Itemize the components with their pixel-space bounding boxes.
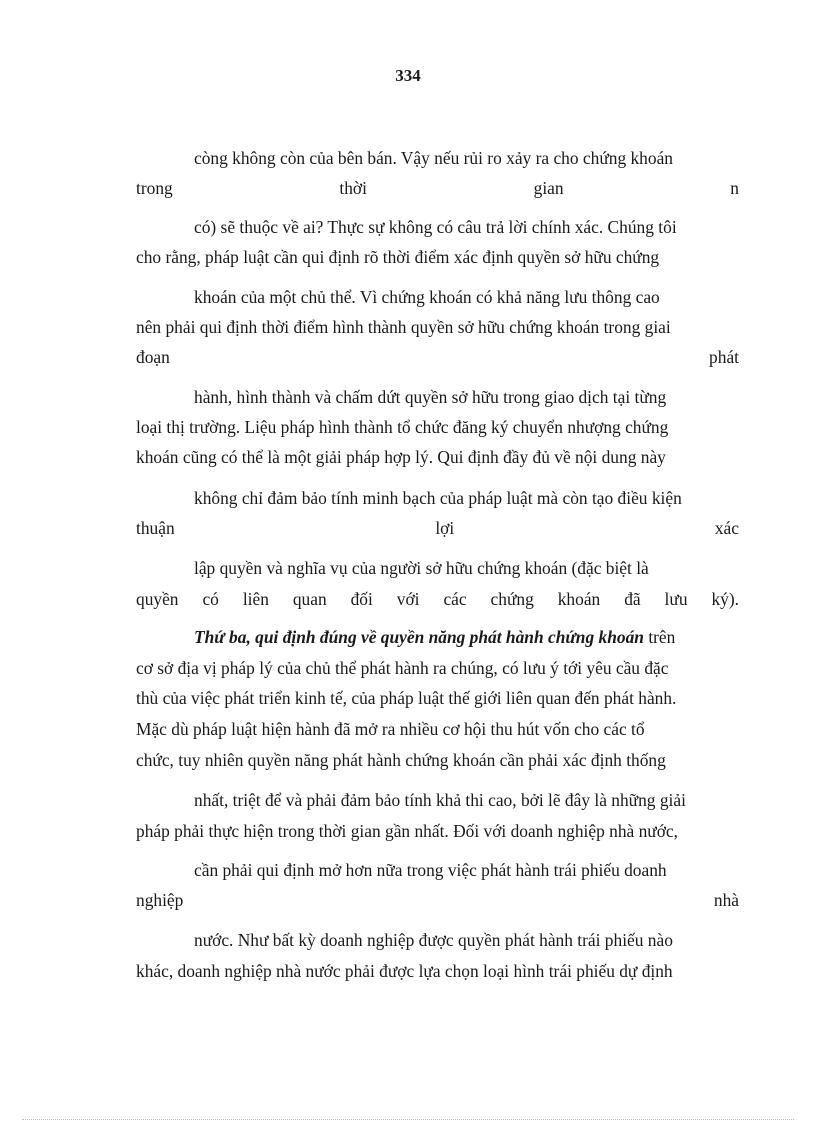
text-line: loại thị trường. Liệu pháp hình thành tổ chức đăng ký chuyển nhượng chứng bbox=[136, 417, 669, 437]
text-line: cơ sở địa vị pháp lý của chủ thể phát hành ra chúng, có lưu ý tới yêu cầu đặc bbox=[136, 658, 669, 678]
text-line: nước. Như bất kỳ doanh nghiệp được quyền phát hành trái phiếu nào bbox=[194, 930, 673, 950]
text-line: khác, doanh nghiệp nhà nước phải được lựa chọn loại hình trái phiếu dự định bbox=[136, 961, 673, 981]
text-line: không chỉ đảm bảo tính minh bạch của pháp luật mà còn tạo điều kiện bbox=[194, 488, 682, 508]
text-line: có) sẽ thuộc về ai? Thực sự không có câu trả lời chính xác. Chúng tôi bbox=[194, 217, 677, 237]
text-line: quyền có liên quan đối với các chứng khoán đã lưu ký). bbox=[136, 589, 739, 609]
text-line: đoạn phát bbox=[136, 347, 739, 367]
footer-dotted-rule bbox=[22, 1119, 794, 1120]
page-number: 334 bbox=[395, 66, 421, 85]
text-line: chức, tuy nhiên quyền năng phát hành chứng khoán cần phải xác định thống bbox=[136, 750, 666, 770]
text-line: khoán của một chủ thể. Vì chứng khoán có khả năng lưu thông cao bbox=[194, 287, 660, 307]
text-line: hành, hình thành và chấm dứt quyền sở hữu trong giao dịch tại từng bbox=[194, 387, 667, 407]
text-line: nhất, triệt để và phải đảm bảo tính khả thi cao, bởi lẽ đây là những giải bbox=[194, 790, 686, 810]
text-line: lập quyền và nghĩa vụ của người sở hữu chứng khoán (đặc biệt là bbox=[194, 558, 649, 578]
text-line: nghiệp nhà bbox=[136, 890, 739, 910]
text-line: cần phải qui định mở hơn nữa trong việc phát hành trái phiếu doanh bbox=[194, 860, 667, 880]
text-line: còng không còn của bên bán. Vậy nếu rủi ro xảy ra cho chứng khoán bbox=[194, 148, 673, 168]
text-line: thuận lợi xác bbox=[136, 518, 739, 538]
text-fragment: trên bbox=[648, 627, 676, 647]
text-line: trong thời gian n bbox=[136, 178, 739, 198]
text-line: nên phải qui định thời điểm hình thành quyền sở hữu chứng khoán trong giai bbox=[136, 317, 671, 337]
emphasis-heading: Thứ ba, qui định đúng về quyền năng phát hành chứng khoán bbox=[194, 627, 644, 647]
text-line: pháp phải thực hiện trong thời gian gần nhất. Đối với doanh nghiệp nhà nước, bbox=[136, 821, 678, 841]
text-line: Mặc dù pháp luật hiện hành đã mở ra nhiều cơ hội thu hút vốn cho các tổ bbox=[136, 719, 645, 739]
text-line-heading bbox=[194, 626, 739, 648]
text-line: khoán cũng có thể là một giải pháp hợp lý. Qui định đầy đủ về nội dung này bbox=[136, 447, 666, 467]
text-line: thù của việc phát triển kinh tế, của pháp luật thế giới liên quan đến phát hành. bbox=[136, 688, 677, 708]
text-line: cho rằng, pháp luật cần qui định rõ thời điểm xác định quyền sở hữu chứng bbox=[136, 247, 660, 267]
